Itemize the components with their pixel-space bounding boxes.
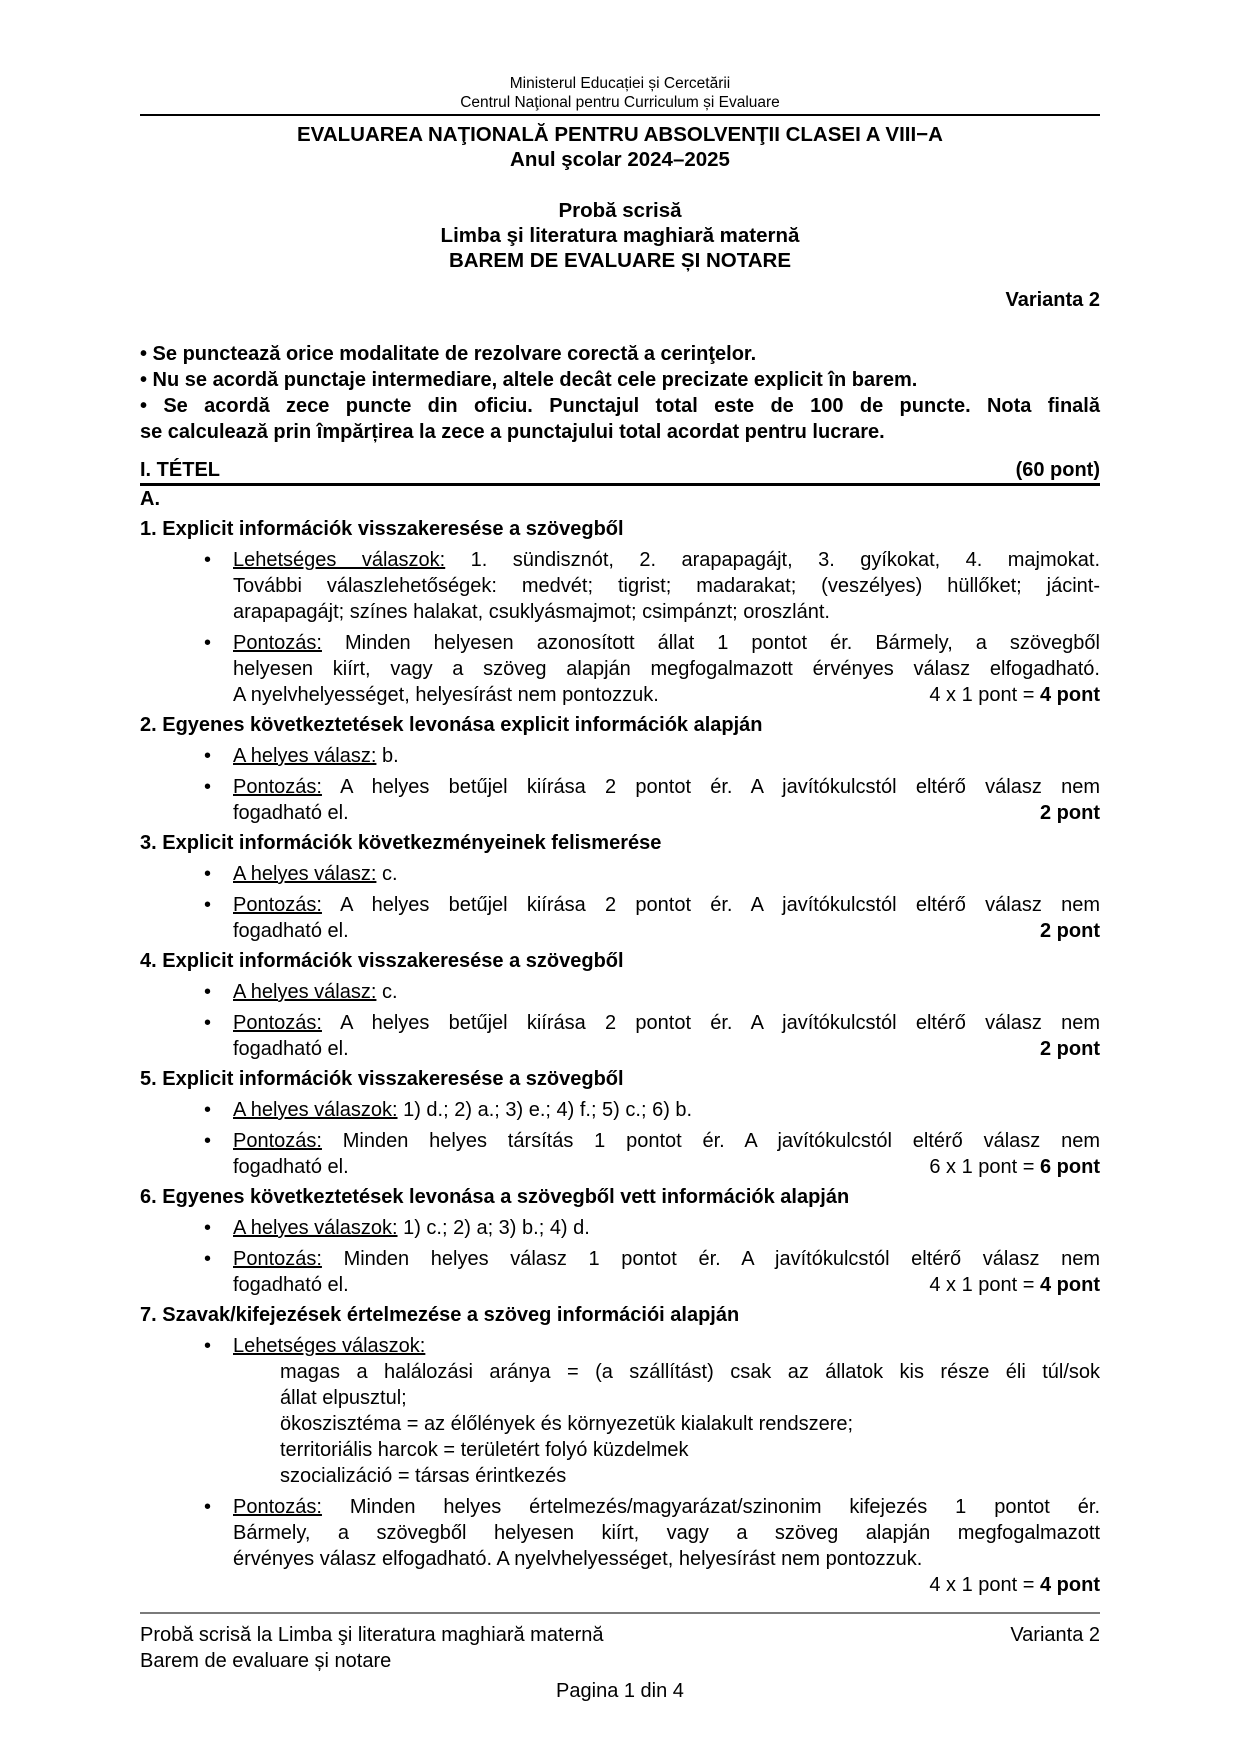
note-3-line-2: se calculează prin împărțirea la zece a punctajului total acordat pentru lucrare. [140,421,885,443]
scoring-text-end: fogadható el. [233,1156,349,1178]
exam-title: EVALUAREA NAŢIONALĂ PENTRU ABSOLVENŢII CLASEI A VIII−A [297,123,943,146]
item-7-sub-answers [280,1359,1100,1489]
org-line-2: Centrul Naţional pentru Curriculum și Evaluare [460,94,780,111]
proba-scrisa-title: Probă scrisă [558,199,682,222]
points-value [1040,800,1100,826]
text-line [233,1494,1100,1520]
scoring-text-end: fogadható el. [233,920,349,942]
scoring-text-end: fogadható el. [233,1274,349,1296]
points-bold: 4 pont [1040,684,1100,706]
points-bold: 4 pont [1040,1574,1100,1596]
item-2-heading: 2. Egyenes következtetések levonása explicit információk alapján [140,714,763,736]
item-7-answers [233,1333,1100,1359]
item-4-answers [233,979,1100,1005]
answers-label: A helyes válasz: [233,981,377,1003]
page-footer [140,1612,1100,1704]
scoring-text-end: fogadható el. [233,1038,349,1060]
section-a-label: A. [140,488,160,510]
item-3-answers [233,861,1100,887]
text-line [233,1154,1100,1180]
text-line [233,1272,1100,1298]
text-line: érvényes válasz elfogadható. A nyelvhelyességet, helyesírást nem pontozzuk. [233,1548,923,1570]
points-bold: 2 pont [1040,802,1100,824]
tetel-label: I. TÉTEL [140,459,220,481]
page-number: Pagina 1 din 4 [556,1680,684,1702]
points-bold: 2 pont [1040,1038,1100,1060]
points-calc: 4 x 1 pont = [929,1574,1040,1596]
scoring-text: Minden helyes társítás 1 pontot ér. A javítókulcstól eltérő válasz nem [342,1130,1101,1152]
item-1-heading: 1. Explicit információk visszakeresése a szövegből [140,518,624,540]
text-line: arapapagájt; színes halakat, csuklyásmajmot; csimpánzt; oroszlánt. [233,601,830,623]
points-bold: 2 pont [1040,920,1100,942]
text-line: magas a halálozási aránya = (a szállítást) csak az állatok kis része éli túl/sok [280,1361,1100,1383]
text-line [233,1215,1100,1241]
item-7-points [140,1572,1100,1598]
text-line [233,1097,1100,1123]
text-line [233,800,1100,826]
text-line [233,1333,1100,1359]
subject-title: Limba şi literatura maghiară maternă [440,224,800,247]
barem-title: BAREM DE EVALUARE ȘI NOTARE [448,249,792,272]
text-line [233,861,1100,887]
tetel-points: (60 pont) [1015,459,1100,481]
text-line [233,774,1100,800]
scoring-label: Pontozás: [233,1130,322,1152]
title-block [140,122,1100,273]
answers-text: b. [381,745,399,767]
points-value [929,1154,1100,1180]
points-bold: 4 pont [1040,1274,1100,1296]
points-calc: 4 x 1 pont = [929,684,1040,706]
scoring-label: Pontozás: [233,632,322,654]
tetel-heading-row [140,457,1100,486]
text-line: territoriális harcok = területért folyó küzdelmek [280,1439,689,1461]
title-gap [140,172,1100,198]
answers-text: 1. sündisznót, 2. arapapagájt, 3. gyíkokat, 4. majmokat. [470,549,1101,571]
scoring-label: Pontozás: [233,1496,322,1518]
item-5-scoring [233,1128,1100,1180]
item-7-heading: 7. Szavak/kifejezések értelmezése a szöveg információi alapján [140,1304,740,1326]
text-line [233,892,1100,918]
scoring-text: Minden helyes értelmezés/magyarázat/szinonim kifejezés 1 pontot ér. [349,1496,1100,1518]
text-line [233,547,1100,573]
text-line [233,1036,1100,1062]
scoring-label: Pontozás: [233,1012,322,1034]
text-line [233,1246,1100,1272]
text-line [233,918,1100,944]
points-value [929,682,1100,708]
note-1: • Se punctează orice modalitate de rezolvare corectă a cerinţelor. [140,343,757,365]
footer-row [140,1622,1100,1648]
item-6-answers [233,1215,1100,1241]
variant-label: Varianta 2 [1005,289,1100,311]
document-content [140,0,1100,1598]
scoring-text: Minden helyesen azonosított állat 1 pontot ér. Bármely, a szövegből [344,632,1100,654]
points-value [929,1272,1100,1298]
header-rule [140,114,1100,116]
points-value [1040,918,1100,944]
answers-label: Lehetséges válaszok: [233,1335,426,1357]
item-6-scoring [233,1246,1100,1298]
text-line [233,1010,1100,1036]
answers-text: 1) c.; 2) a; 3) b.; 4) d. [403,1217,590,1239]
answers-text: c. [381,863,398,885]
footer-barem: Barem de evaluare și notare [140,1650,392,1672]
answers-label: Lehetséges válaszok: [233,549,446,571]
scoring-label: Pontozás: [233,776,322,798]
item-3-heading: 3. Explicit információk következményeinek felismerése [140,832,662,854]
item-3-scoring [233,892,1100,944]
item-6-heading: 6. Egyenes következtetések levonása a szövegből vett információk alapján [140,1186,850,1208]
note-3-line-1: • Se acordă zece puncte din oficiu. Punctajul total este de 100 de puncte. Nota finală [140,395,1100,417]
points-value [1040,1036,1100,1062]
item-5-heading: 5. Explicit információk visszakeresése a szövegből [140,1068,624,1090]
text-line: Bármely, a szövegből helyesen kiírt, vagy a szöveg alapján megfogalmazott [233,1522,1100,1544]
item-4-heading: 4. Explicit információk visszakeresése a szövegből [140,950,624,972]
text-line: helyesen kiírt, vagy a szöveg alapján megfogalmazott érvényes válasz elfogadható. [233,658,1100,680]
item-4-scoring [233,1010,1100,1062]
school-year: Anul şcolar 2024–2025 [510,148,730,171]
answers-label: A helyes válasz: [233,863,377,885]
scoring-text-end: fogadható el. [233,802,349,824]
scoring-label: Pontozás: [233,894,322,916]
item-5-answers [233,1097,1100,1123]
answers-label: A helyes válaszok: [233,1217,398,1239]
text-line [233,979,1100,1005]
item-7-scoring [233,1494,1100,1572]
text-line [233,682,1100,708]
text-line [233,1128,1100,1154]
text-line: ökoszisztéma = az élőlények és környezetük kialakult rendszere; [280,1413,854,1435]
text-line: További válaszlehetőségek: medvét; tigrist; madarakat; (veszélyes) hüllőket; jácint- [233,575,1100,597]
points-calc: 4 x 1 pont = [929,1274,1040,1296]
text-line: állat elpusztul; [280,1387,407,1409]
scoring-text: A helyes betűjel kiírása 2 pontot ér. A javítókulcstól eltérő válasz nem [340,1012,1101,1034]
text-line: szocializáció = társas érintkezés [280,1465,567,1487]
points-bold: 6 pont [1040,1156,1100,1178]
note-2: • Nu se acordă punctaje intermediare, altele decât cele precizate explicit în barem. [140,369,918,391]
answers-label: A helyes válaszok: [233,1099,398,1121]
scoring-text: A helyes betűjel kiírása 2 pontot ér. A javítókulcstól eltérő válasz nem [340,776,1101,798]
general-notes [140,341,1100,445]
text-line [233,743,1100,769]
scoring-text: Minden helyes válasz 1 pontot ér. A javítókulcstól eltérő válasz nem [343,1248,1100,1270]
item-1-scoring [233,630,1100,708]
scoring-text-end: A nyelvhelyességet, helyesírást nem pontozzuk. [233,684,659,706]
answers-text: c. [381,981,398,1003]
footer-subject: Probă scrisă la Limba şi literatura maghiară maternă [140,1624,604,1646]
item-2-scoring [233,774,1100,826]
text-line [233,630,1100,656]
answers-text: 1) d.; 2) a.; 3) e.; 4) f.; 5) c.; 6) b. [403,1099,693,1121]
scoring-label: Pontozás: [233,1248,322,1270]
item-1-answers [233,547,1100,625]
answers-label: A helyes válasz: [233,745,377,767]
footer-variant: Varianta 2 [1010,1624,1100,1646]
points-calc: 6 x 1 pont = [929,1156,1040,1178]
scoring-text: A helyes betűjel kiírása 2 pontot ér. A javítókulcstól eltérő válasz nem [340,894,1101,916]
org-line-1: Ministerul Educației și Cercetării [509,75,731,92]
item-2-answers [233,743,1100,769]
